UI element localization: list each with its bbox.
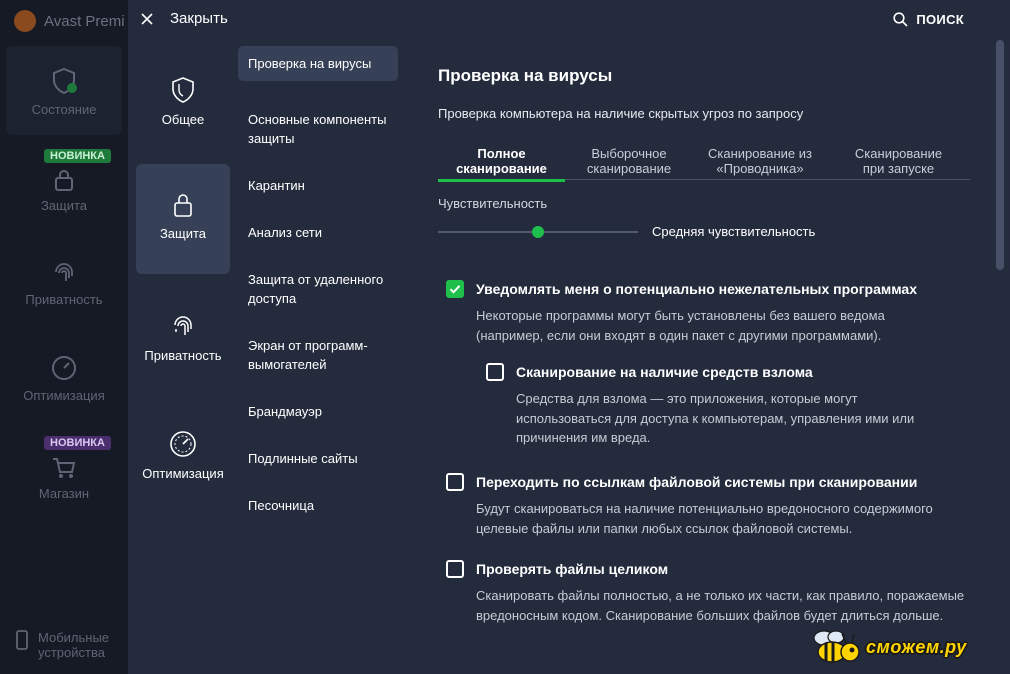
bee-icon [806,628,864,668]
new-badge: НОВИНКА [44,149,111,163]
app-nav-status[interactable]: Состояние [6,46,122,135]
option-title: Проверять файлы целиком [476,561,669,577]
page-title: Проверка на вирусы [438,66,613,85]
phone-icon [16,630,28,650]
avast-logo-icon [14,10,36,32]
scan-tabs [438,146,970,180]
page-description: Проверка компьютера на наличие скрытых угроз по запросу [438,106,804,121]
watermark-text: сможем.ру [866,637,967,657]
watermark [806,628,1006,668]
gauge-icon [50,354,78,382]
option-title: Уведомлять меня о потенциально нежелательных программах [476,281,917,297]
app-sidebar [0,0,128,674]
tab-custom-scan[interactable]: Выборочное сканирование [586,146,672,176]
lock-icon [53,168,75,192]
submenu-real-site[interactable]: Подлинные сайты [248,451,358,466]
shield-icon [171,76,195,104]
settings-content [438,0,983,674]
submenu-core-shields[interactable]: Основные компоненты защиты [248,112,387,146]
shield-check-icon [49,66,79,96]
option-pup-notify [446,280,976,350]
fingerprint-icon [52,260,76,286]
option-checkbox[interactable] [446,473,464,491]
tab-explorer-scan[interactable]: Сканирование из «Проводника» [708,146,812,176]
option-title: Сканирование на наличие средств взлома [516,364,813,380]
submenu-network-inspector[interactable]: Анализ сети [248,225,323,240]
tab-boot-time-scan[interactable]: Сканирование при запуске [854,146,943,176]
scrollbar[interactable] [996,40,1004,270]
slider-thumb[interactable] [532,226,544,238]
sensitivity-value: Средняя чувствительность [652,224,816,239]
category-protection[interactable]: Защита [136,164,230,274]
checkmark-icon [448,282,462,296]
settings-panel [128,0,1010,674]
option-checkbox[interactable] [486,363,504,381]
new-badge: НОВИНКА [44,436,111,450]
option-checkbox[interactable] [446,560,464,578]
search-button[interactable]: ПОИСК [893,12,964,27]
fingerprint-icon [171,312,195,340]
option-description: Средства для взлома — это приложения, которые могут использоваться для доступа к компьютерам, управления ими или причинения им вреда. [516,391,915,445]
category-privacy[interactable]: Приватность [136,312,230,363]
submenu-firewall[interactable]: Брандмауэр [248,404,322,419]
submenu-virus-scan[interactable]: Проверка на вирусы [238,46,398,81]
option-follow-links [446,473,976,543]
category-optimization[interactable]: Оптимизация [136,430,230,481]
gauge-icon [169,430,197,458]
app-nav-protection[interactable]: Защита [6,168,122,213]
sensitivity-slider[interactable] [438,224,638,240]
app-nav-mobile[interactable]: Мобильные устройства [16,630,118,660]
app-title: Avast Premi [14,10,125,32]
app-nav-privacy[interactable]: Приватность [6,260,122,307]
category-general[interactable]: Общее [136,76,230,127]
option-hack-tools [486,363,976,448]
lock-icon [172,192,194,218]
sensitivity-label: Чувствительность [438,196,548,211]
option-description: Сканировать файлы полностью, а не только их части, как правило, поражаемые вредоносным кодом. Сканирование больших файлов будет длиться дольше. [476,588,965,623]
submenu-remote-access-shield[interactable]: Защита от удаленного доступа [248,272,384,306]
tab-full-scan[interactable]: Полное сканирование [438,146,565,182]
option-description: Будут сканироваться на наличие потенциально вредоносного содержимого целевые файлы или папки любых ссылок файловой системы. [476,501,933,536]
app-nav-optimization[interactable]: Оптимизация [6,354,122,403]
cart-icon [51,456,77,480]
option-description: Некоторые программы могут быть установлены без вашего ведома (например, если они входят в один пакет с другими программами). [476,308,885,343]
option-title: Переходить по ссылкам файловой системы при сканировании [476,474,918,490]
app-nav-store[interactable]: Магазин [6,456,122,501]
option-checkbox[interactable] [446,280,464,298]
submenu-quarantine[interactable]: Карантин [248,178,305,193]
submenu-sandbox[interactable]: Песочница [248,498,315,513]
close-button[interactable]: Закрыть [140,10,228,27]
submenu-ransomware-shield[interactable]: Экран от программ-вымогателей [248,338,368,372]
close-icon [140,12,154,26]
